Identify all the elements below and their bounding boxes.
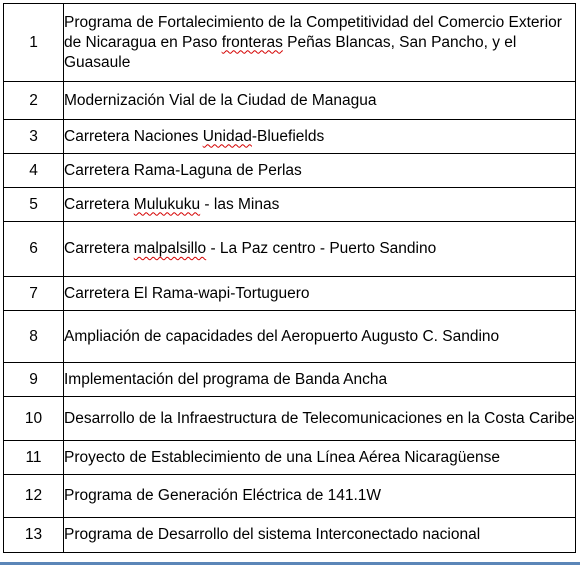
row-number: 12 bbox=[4, 475, 64, 518]
project-name-text: Programa de Generación Eléctrica de 141.1W bbox=[64, 487, 382, 504]
table-row bbox=[4, 518, 576, 553]
row-number: 8 bbox=[4, 311, 64, 363]
project-name-text: Ampliación de capacidades del Aeropuerto Augusto C. Sandino bbox=[64, 327, 500, 345]
project-name bbox=[64, 518, 576, 553]
row-number: 9 bbox=[4, 363, 64, 397]
row-number: 1 bbox=[4, 4, 64, 82]
table-row bbox=[4, 120, 576, 154]
project-name bbox=[64, 277, 576, 311]
table-row bbox=[4, 222, 576, 277]
project-name bbox=[64, 82, 576, 120]
project-name bbox=[64, 188, 576, 222]
table-row bbox=[4, 188, 576, 222]
row-number: 3 bbox=[4, 120, 64, 154]
row-number: 11 bbox=[4, 441, 64, 475]
project-name-text: Modernización Vial de la Ciudad de Managua bbox=[64, 91, 377, 109]
project-name bbox=[64, 120, 576, 154]
project-name-text: - La Paz centro - Puerto Sandino bbox=[206, 240, 437, 257]
table-row bbox=[4, 311, 576, 363]
table-row bbox=[4, 397, 576, 441]
projects-table bbox=[3, 3, 576, 553]
project-name-text: Programa de Fortalecimiento de la Competitividad del Comercio Exterior de Nicaragua en Paso bbox=[64, 13, 562, 51]
row-number: 13 bbox=[4, 518, 64, 553]
project-name-text: - las Minas bbox=[200, 195, 280, 213]
project-name-text: Carretera bbox=[64, 240, 134, 257]
table-row bbox=[4, 4, 576, 82]
row-number: 6 bbox=[4, 222, 64, 277]
project-name-text: -Bluefields bbox=[251, 127, 325, 145]
project-name bbox=[64, 4, 576, 82]
project-name bbox=[64, 154, 576, 188]
misspelled-word: malpalsillo bbox=[133, 240, 207, 257]
project-name bbox=[64, 363, 576, 397]
table-row bbox=[4, 277, 576, 311]
project-name-text: Peñas Blancas, San Pancho, y el Guasaule bbox=[64, 33, 517, 71]
row-number: 7 bbox=[4, 277, 64, 311]
project-name-text: Carretera Naciones bbox=[64, 127, 203, 145]
table-row bbox=[4, 475, 576, 518]
misspelled-word: Mulukuku bbox=[133, 195, 201, 213]
project-name-text: Proyecto de Establecimiento de una Línea Aérea Nicaragüense bbox=[64, 448, 501, 466]
project-name-text: Desarrollo de la Infraestructura de Telecomunicaciones en la Costa Caribe bbox=[64, 409, 575, 427]
table-row bbox=[4, 154, 576, 188]
project-name-text: Implementación del programa de Banda Ancha bbox=[64, 370, 388, 388]
project-name bbox=[64, 311, 576, 363]
table-row bbox=[4, 441, 576, 475]
table-row bbox=[4, 82, 576, 120]
project-name bbox=[64, 441, 576, 475]
project-name bbox=[64, 222, 576, 277]
project-name-text: Programa de Desarrollo del sistema Interconectado nacional bbox=[64, 526, 481, 543]
row-number: 4 bbox=[4, 154, 64, 188]
project-name bbox=[64, 475, 576, 518]
row-number: 10 bbox=[4, 397, 64, 441]
project-name bbox=[64, 397, 576, 441]
table-row bbox=[4, 363, 576, 397]
row-number: 5 bbox=[4, 188, 64, 222]
misspelled-word: Unidad bbox=[202, 127, 252, 145]
row-number: 2 bbox=[4, 82, 64, 120]
projects-table-body bbox=[4, 4, 576, 553]
project-name-text: Carretera Rama-Laguna de Perlas bbox=[64, 161, 302, 179]
project-name-text: Carretera bbox=[64, 195, 134, 213]
project-name-text: Carretera El Rama-wapi-Tortuguero bbox=[64, 284, 310, 302]
misspelled-word: fronteras bbox=[221, 33, 283, 51]
